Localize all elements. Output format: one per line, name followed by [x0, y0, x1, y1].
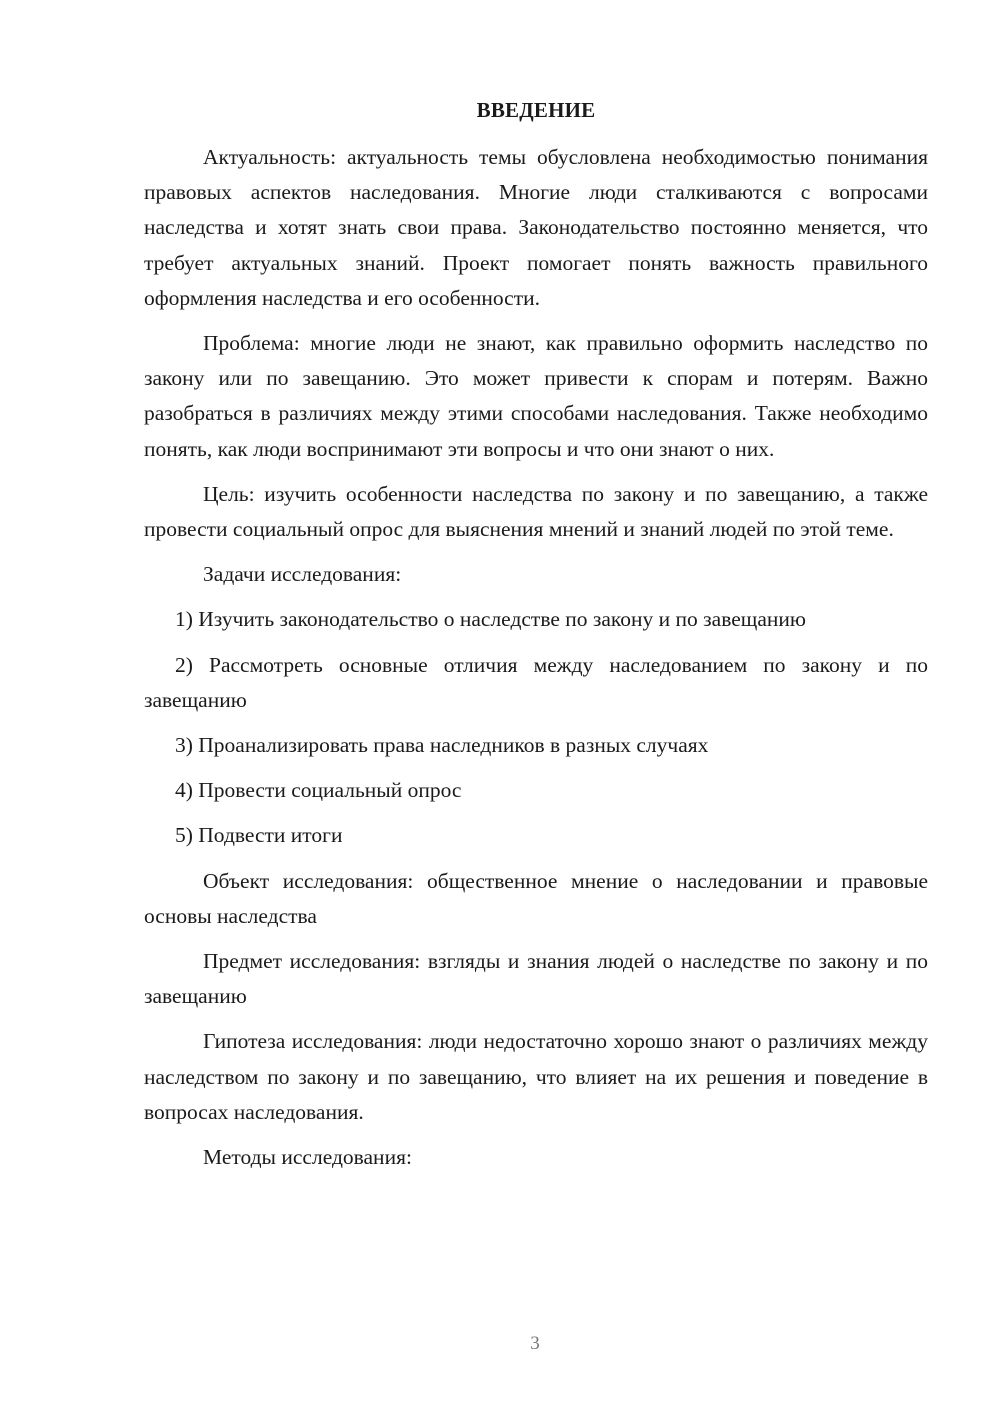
task-item-2: 2) Рассмотреть основные отличия между наследованием по закону и по завещанию	[144, 652, 928, 712]
task-item-4: 4) Провести социальный опрос	[175, 778, 462, 803]
task-item-3: 3) Проанализировать права наследников в разных случаях	[175, 733, 709, 758]
page-number: 3	[530, 1333, 540, 1354]
task-item-1: 1) Изучить законодательство о наследстве по закону и по завещанию	[175, 607, 806, 632]
task-item-5: 5) Подвести итоги	[175, 823, 343, 848]
paragraph-methods: Методы исследования:	[203, 1145, 412, 1170]
document-body	[144, 93, 928, 1185]
page-title: ВВЕДЕНИЕ	[476, 98, 596, 122]
paragraph-object: Объект исследования: общественное мнение о наследовании и правовые основы наследства	[144, 868, 928, 928]
paragraph-problem: Проблема: многие люди не знают, как правильно оформить наследство по закону или по завещанию. Это может привести к спорам и потерям. Важно разобраться в различиях между этими способами наследования. Также необходимо понять, как люди воспринимают эти вопросы и что они знают о них.	[144, 331, 928, 461]
paragraph-hypothesis: Гипотеза исследования: люди недостаточно хорошо знают о различиях между наследством по закону и по завещанию, что влияет на их решения и поведение в вопросах наследования.	[144, 1029, 928, 1124]
paragraph-subject: Предмет исследования: взгляды и знания людей о наследстве по закону и по завещанию	[144, 949, 928, 1009]
paragraph-tasks-heading: Задачи исследования:	[203, 562, 402, 587]
paragraph-goal: Цель: изучить особенности наследства по закону и по завещанию, а также провести социальный опрос для выяснения мнений и знаний людей по этой теме.	[144, 481, 928, 542]
paragraph-relevance: Актуальность: актуальность темы обусловлена необходимостью понимания правовых аспектов наследования. Многие люди сталкиваются с вопросами наследства и хотят знать свои права. Законодательство постоянно меняется, что требует актуальных знаний. Проект помогает понять важность правильного оформления наследства и его особенности.	[144, 145, 928, 310]
